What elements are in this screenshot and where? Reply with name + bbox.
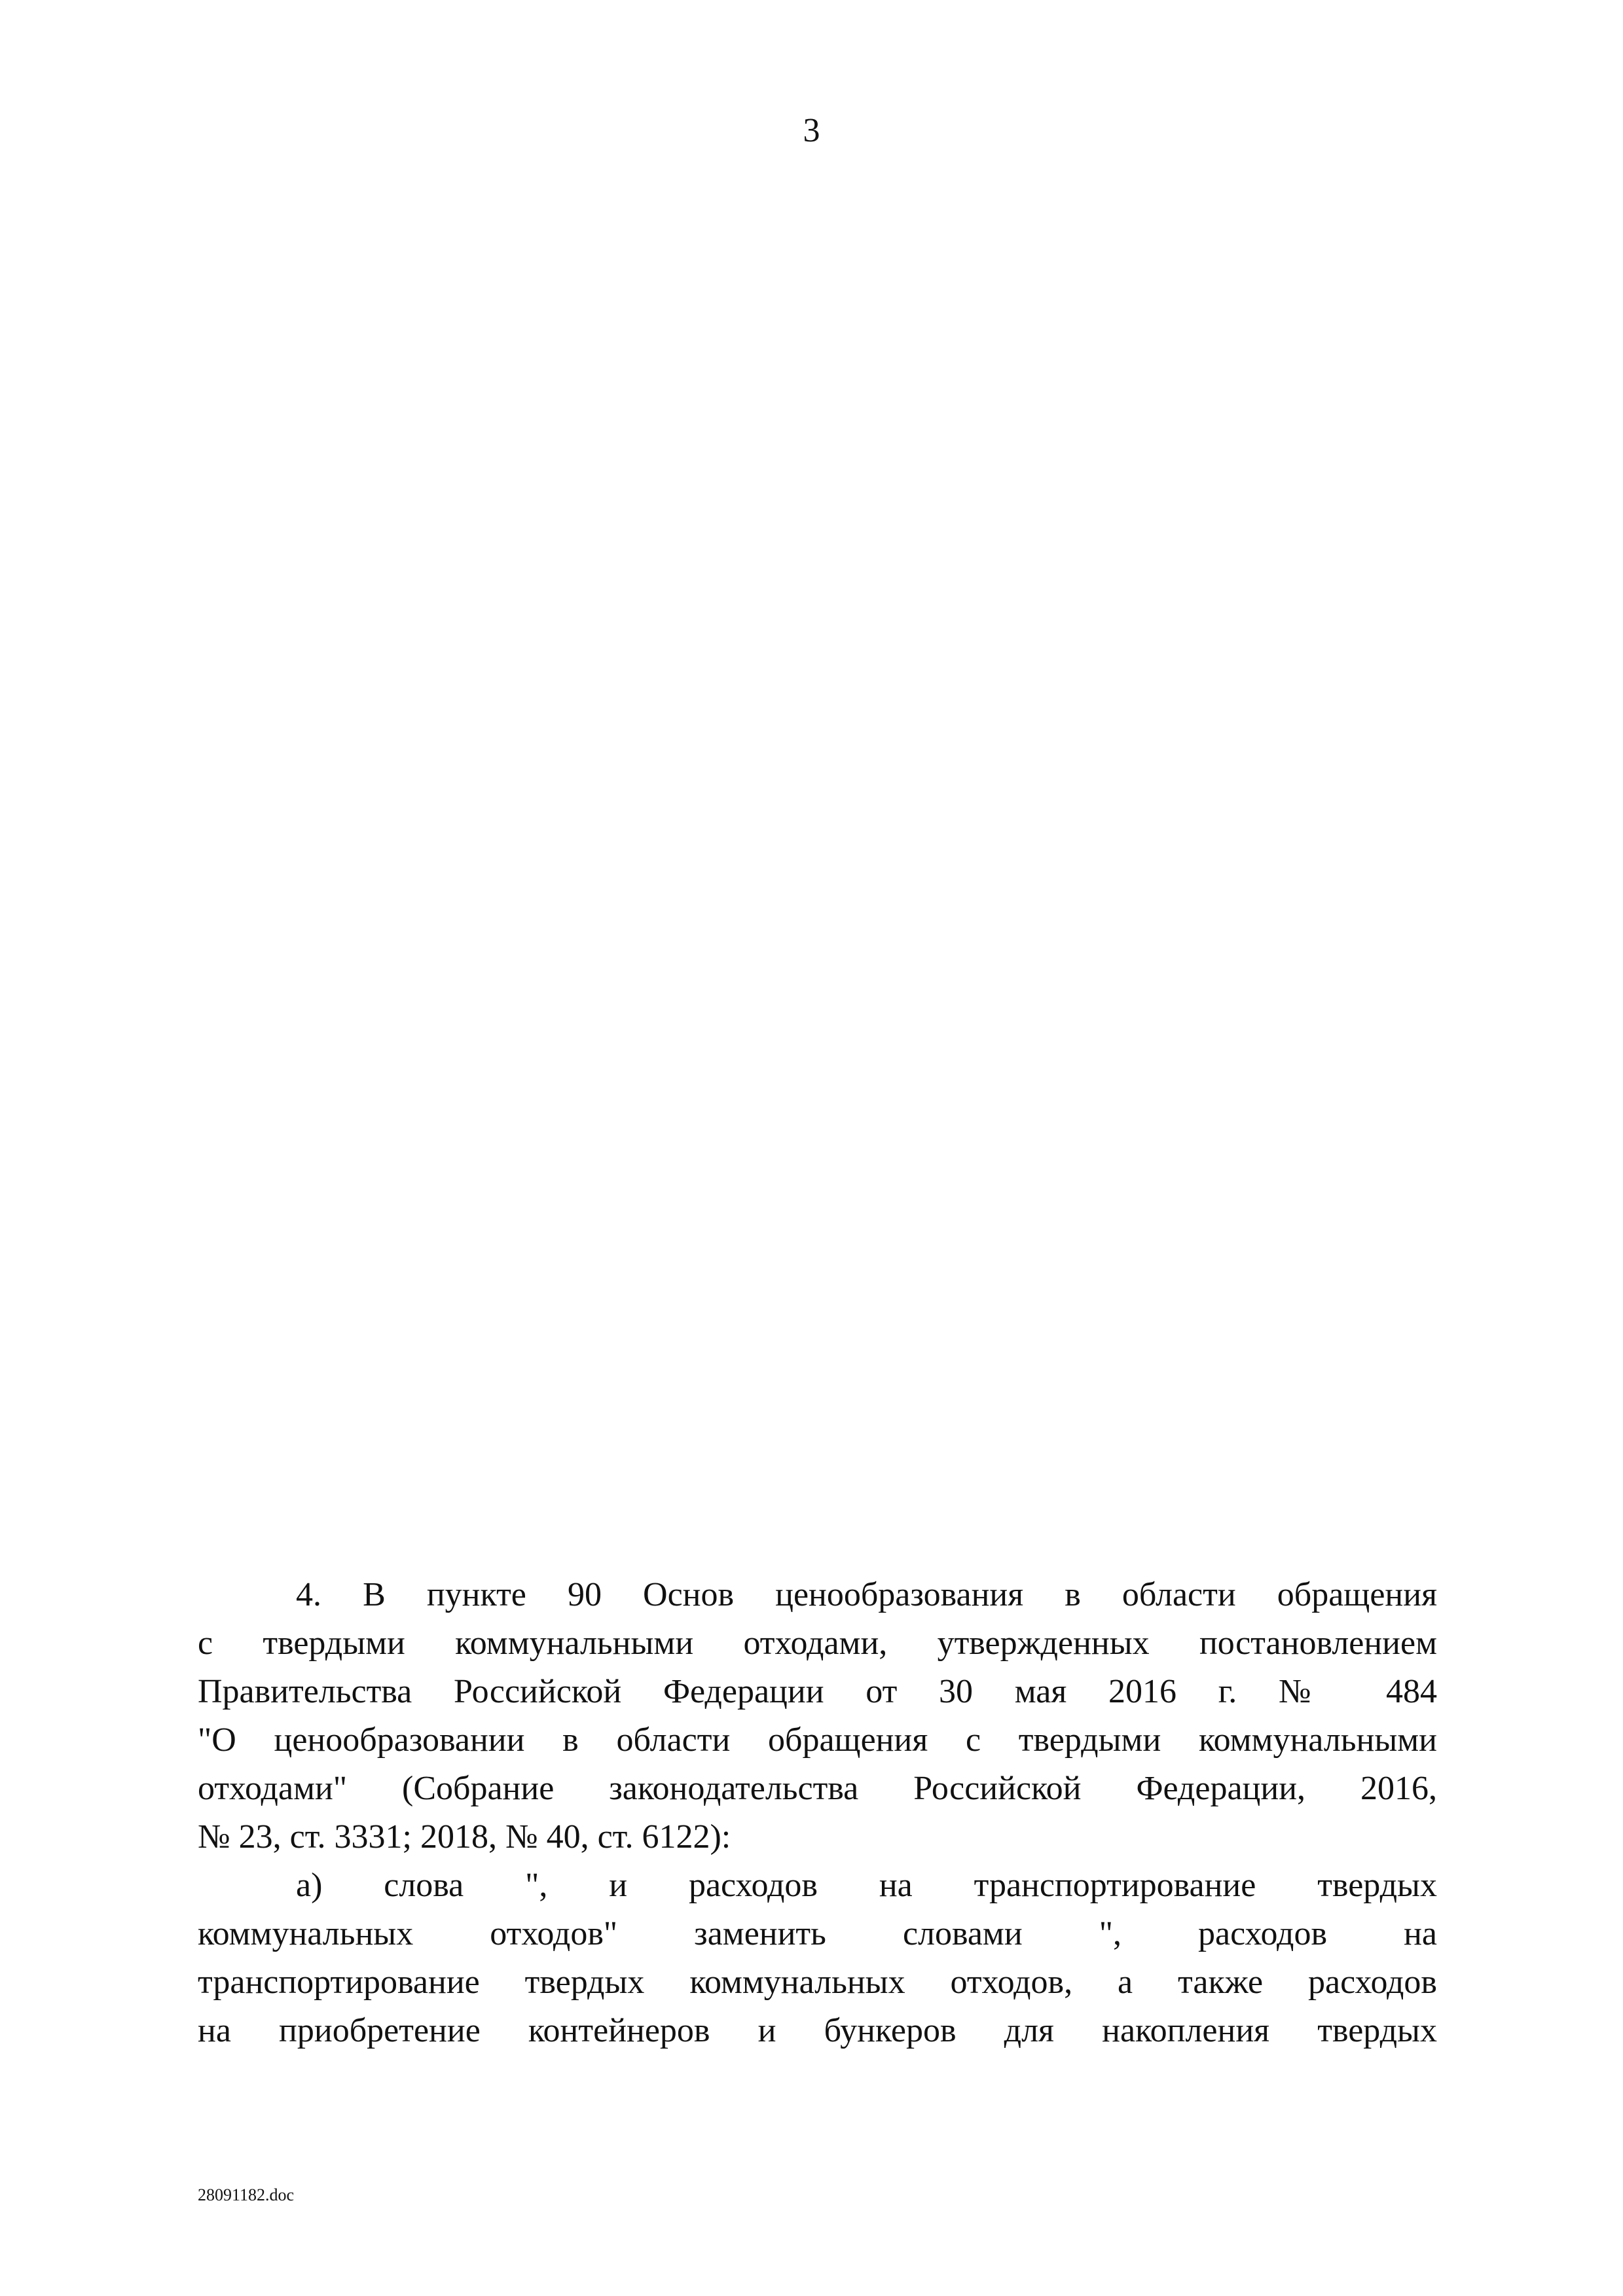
- text-line: на приобретение контейнеров и бункеров для накопления твердых: [198, 2012, 1437, 2049]
- text-line: отходами" (Собрание законодательства Российской Федерации, 2016,: [198, 1770, 1437, 1807]
- text-line: коммунальных отходов" заменить словами ", расходов на: [198, 1915, 1437, 1952]
- document-body: [198, 1571, 1437, 2055]
- text-line: транспортирование твердых коммунальных отходов, а также расходов: [198, 1964, 1437, 2001]
- footer-filename: 28091182.doc: [198, 2185, 295, 2204]
- text-line: Правительства Российской Федерации от 30 мая 2016 г. № 484: [198, 1673, 1437, 1710]
- text-line: а) слова ", и расходов на транспортирование твердых: [296, 1867, 1437, 1904]
- text-line: № 23, ст. 3331; 2018, № 40, ст. 6122):: [198, 1818, 731, 1856]
- text-line: "О ценообразовании в области обращения с твердыми коммунальными: [198, 1721, 1437, 1759]
- text-line: 4. В пункте 90 Основ ценообразования в области обращения: [296, 1576, 1437, 1613]
- paragraph-4: [198, 1571, 1437, 1861]
- item-a: [198, 1861, 1437, 2055]
- page-number: 3: [803, 112, 820, 149]
- text-line: с твердыми коммунальными отходами, утвержденных постановлением: [198, 1624, 1437, 1662]
